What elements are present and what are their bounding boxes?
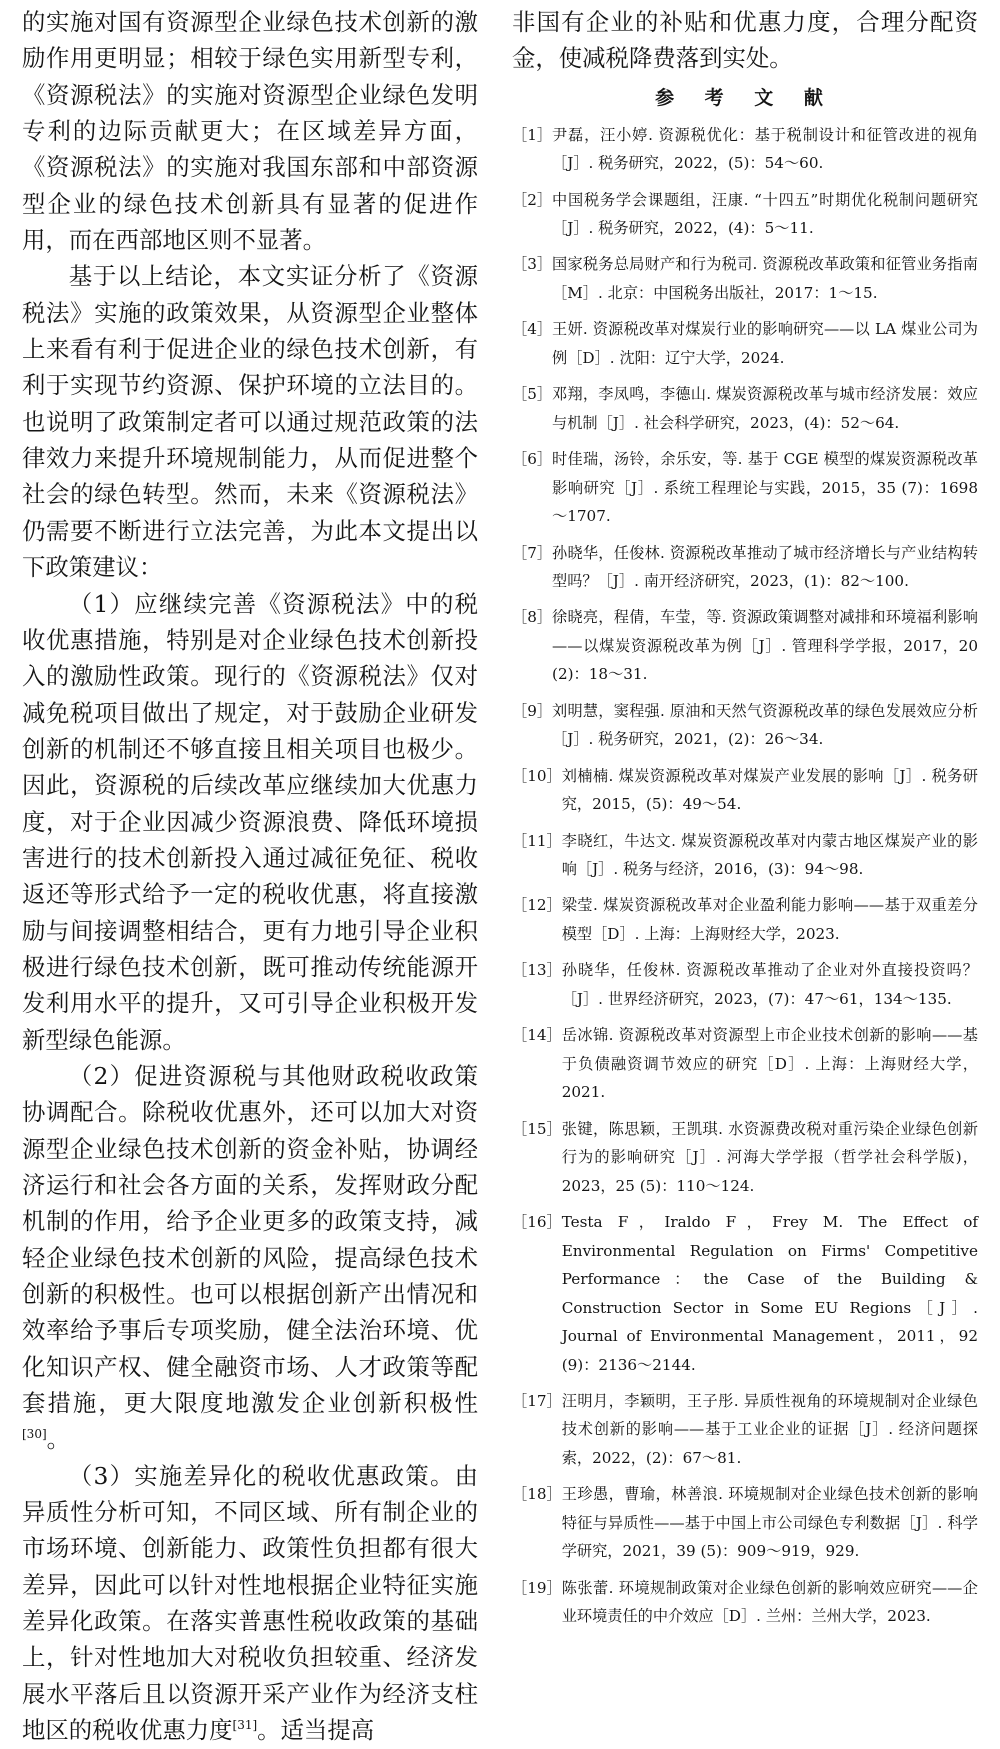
reference-number: ［8］ [512,608,553,627]
reference-item [512,445,978,531]
reference-item [512,1387,978,1473]
reference-text: Testa F，Iraldo F，Frey M. The Effect of Environmental Regulation on Firms' Competitive Performance：the Case of the Building & Construction Sector in Some EU Regions［J］. Journal of Environmental Management，2011，92 (9)：2136～2144. [561,1213,978,1374]
reference-text: 王珍愚，曹瑜，林善浪. 环境规制对企业绿色技术创新的影响特征与异质性——基于中国上市公司绿色专利数据［J］. 科学学研究，2021，39 (5)：909～919，929. [561,1485,978,1561]
reference-number: ［16］ [512,1213,562,1232]
policy-suggestion-2-text: （2）促进资源税与其他财政税收政策协调配合。除税收优惠外，还可以加大对资源型企业绿色技术创新的资金补贴，协调经济运行和社会各方面的关系，发挥财政分配机制的作用，给予企业更多的政策支持，减轻企业绿色技术创新的风险，提高绿色技术创新的积极性。也可以根据创新产出情况和效率给予事后专项奖励，健全法治环境、优化知识产权、健全融资市场、人才政策等配套措施，更大限度地激发企业创新积极性 [22,1061,478,1418]
reference-item [512,697,978,754]
reference-item [512,250,978,307]
reference-item [512,1480,978,1566]
reference-number: ［13］ [512,961,562,980]
reference-text: 国家税务总局财产和行为税司. 资源税改革政策和征管业务指南［M］. 北京：中国税务出版社，2017：1～15. [552,255,978,302]
reference-number: ［2］ [512,190,553,209]
reference-item [512,603,978,689]
reference-text: 中国税务学会课题组，汪康. “十四五”时期优化税制问题研究［J］. 税务研究，2022，(4)：5～11. [552,190,978,238]
reference-number: ［17］ [512,1391,562,1410]
reference-text: 尹磊，汪小婷. 资源税优化：基于税制设计和征管改进的视角［J］. 税务研究，2022，(5)：54～60. [552,125,978,173]
reference-item [512,827,978,884]
reference-text: 陈张蕾. 环境规制政策对企业绿色创新的影响效应研究——企业环境责任的中介效应［D］. 兰州：兰州大学，2023. [561,1578,978,1626]
reference-item [512,186,978,243]
reference-number: ［18］ [512,1485,562,1504]
reference-number: ［10］ [512,766,562,785]
reference-text: 刘楠楠. 煤炭资源税改革对煤炭产业发展的影响［J］. 税务研究，2015，(5)：49～54. [561,766,978,814]
reference-text: 孙晓华，任俊林. 资源税改革推动了城市经济增长与产业结构转型吗？［J］. 南开经济研究，2023，(1)：82～100. [552,543,978,591]
reference-number: ［14］ [512,1026,562,1045]
reference-item [512,956,978,1013]
reference-number: ［7］ [512,543,553,562]
reference-item [512,762,978,819]
reference-text: 李晓红，牛达文. 煤炭资源税改革对内蒙古地区煤炭产业的影响［J］. 税务与经济，2016，(3)：94～98. [561,831,978,879]
reference-text: 时佳瑞，汤铃，余乐安，等. 基于 CGE 模型的煤炭资源税改革影响研究［J］. 系统工程理论与实践，2015，35 (7)：1698～1707. [552,450,978,526]
right-column [512,4,978,1639]
reference-item [512,1208,978,1379]
reference-text: 孙晓华，任俊林. 资源税改革推动了企业对外直接投资吗？［J］. 世界经济研究，2023，(7)：47～61，134～135. [561,961,978,1008]
reference-item [512,1574,978,1631]
policy-suggestion-3 [22,1458,478,1749]
reference-number: ［5］ [512,385,553,404]
reference-number: ［6］ [512,450,553,469]
reference-number: ［12］ [512,896,562,915]
reference-item [512,121,978,178]
reference-text: 邓翔，李凤鸣，李德山. 煤炭资源税改革与城市经济发展：效应与机制［J］. 社会科学研究，2023，(4)：52～64. [552,385,978,432]
reference-number: ［4］ [512,320,553,339]
reference-number: ［15］ [512,1119,562,1138]
reference-text: 岳冰锦. 资源税改革对资源型上市企业技术创新的影响——基于负债融资调节效应的研究［D］. 上海：上海财经大学，2021. [561,1026,978,1102]
policy-suggestion-3-end: 。适当提高 [257,1716,375,1745]
body-paragraph-2: 基于以上结论，本文实证分析了《资源税法》实施的政策效果，从资源型企业整体上来看有利于促进企业的绿色技术创新，有利于实现节约资源、保护环境的立法目的。也说明了政策制定者可以通过规范政策的法律效力来提升环境规制能力，从而促进整个社会的绿色转型。然而，未来《资源税法》仍需要不断进行立法完善，为此本文提出以下政策建议： [22,262,478,582]
reference-item [512,891,978,948]
reference-number: ［3］ [512,255,553,274]
continuation-paragraph: 非国有企业的补贴和优惠力度，合理分配资金，使减税降费落到实处。 [512,8,978,73]
reference-number: ［19］ [512,1578,562,1597]
citation-31: [31] [232,1718,258,1733]
reference-text: 刘明慧，窦程强. 原油和天然气资源税改革的绿色发展效应分析［J］. 税务研究，2021，(2)：26～34. [552,701,978,749]
reference-number: ［1］ [512,125,553,144]
policy-suggestion-2 [22,1058,478,1458]
reference-text: 徐晓亮，程倩，车莹，等. 资源政策调整对减排和环境福利影响——以煤炭资源税改革为例［J］. 管理科学学报，2017，20 (2)：18～31. [552,608,978,684]
policy-suggestion-1: （1）应继续完善《资源税法》中的税收优惠措施，特别是对企业绿色技术创新投入的激励性政策。现行的《资源税法》仅对减免税项目做出了规定，对于鼓励企业研发创新的机制还不够直接且相关项目也极少。因此，资源税的后续改革应继续加大优惠力度，对于企业因减少资源浪费、降低环境损害进行的技术创新投入通过减征免征、税收返还等形式给予一定的税收优惠，将直接激励与间接调整相结合，更有力地引导企业积极进行绿色技术创新，既可推动传统能源开发利用水平的提升，又可引导企业积极开发新型绿色能源。 [22,589,478,1054]
reference-list [512,121,978,1631]
body-paragraph-1: 的实施对国有资源型企业绿色技术创新的激励作用更明显；相较于绿色实用新型专利，《资源税法》的实施对资源型企业绿色发明专利的边际贡献更大；在区域差异方面，《资源税法》的实施对我国东部和中部资源型企业的绿色技术创新具有显著的促进作用，而在西部地区则不显著。 [22,8,478,255]
references-heading: 参 考 文 献 [655,86,835,109]
reference-text: 汪明月，李颖明，王子彤. 异质性视角的环境规制对企业绿色技术创新的影响——基于工业企业的证据［J］. 经济问题探索，2022，(2)：67～81. [561,1391,978,1467]
reference-text: 张键，陈思颖，王凯琪. 水资源费改税对重污染企业绿色创新行为的影响研究［J］. 河海大学学报（哲学社会科学版)，2023，25 (5)：110～124. [561,1119,978,1195]
reference-text: 王妍. 资源税改革对煤炭行业的影响研究——以 LA 煤业公司为例［D］. 沈阳：辽宁大学，2024. [552,320,978,367]
policy-suggestion-3-text: （3）实施差异化的税收优惠政策。由异质性分析可知，不同区域、所有制企业的市场环境、创新能力、政策性负担都有很大差异，因此可以针对性地根据企业特征实施差异化政策。在落实普惠性税收政策的基础上，针对性地加大对税收负担较重、经济发展水平落后且以资源开采产业作为经济支柱地区的税收优惠力度 [22,1461,478,1745]
left-column [22,4,478,1749]
reference-item [512,539,978,596]
reference-item [512,1021,978,1107]
policy-suggestion-2-end: 。 [46,1425,71,1454]
reference-item [512,1115,978,1201]
reference-item [512,315,978,372]
reference-item [512,380,978,437]
citation-30: [30] [22,1427,47,1442]
reference-text: 梁莹. 煤炭资源税改革对企业盈利能力影响——基于双重差分模型［D］. 上海：上海财经大学，2023. [561,896,978,943]
reference-number: ［9］ [512,701,553,720]
reference-number: ［11］ [512,831,562,850]
